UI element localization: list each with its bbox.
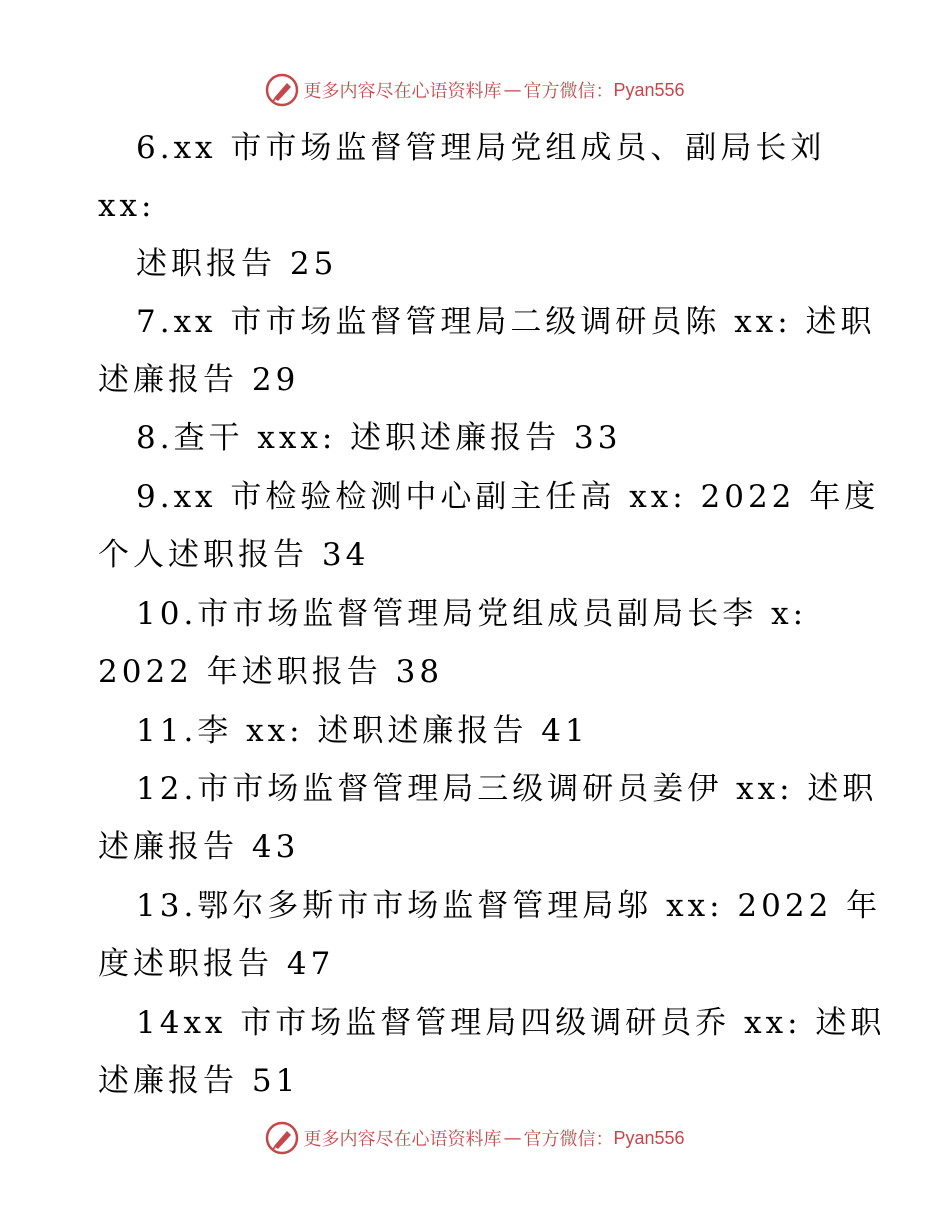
toc-line: 9.xx 市检验检测中心副主任高 xx: 2022 年度 [136, 479, 880, 515]
toc-line: 14xx 市市场监督管理局四级调研员乔 xx: 述职 [136, 1005, 886, 1041]
toc-line: xx: [98, 188, 156, 224]
toc-line: 6.xx 市市场监督管理局党组成员、副局长刘 [136, 130, 826, 166]
pen-circle-logo-icon [265, 73, 299, 107]
banner-dash: — [503, 1127, 522, 1149]
toc-line: 个人述职报告 34 [98, 537, 370, 573]
banner-dash: — [503, 79, 522, 101]
banner-wechat-id: Pyan556 [613, 1127, 685, 1148]
toc-line: 12.市市场监督管理局三级调研员姜伊 xx: 述职 [136, 771, 878, 807]
banner-site-text: 更多内容尽在心语资料库 [303, 81, 502, 102]
banner-wechat-label: 官方微信： [523, 81, 614, 102]
toc-line: 2022 年述职报告 38 [98, 654, 444, 690]
toc-line: 度述职报告 47 [98, 946, 335, 982]
toc-line: 11.李 xx: 述职述廉报告 41 [136, 713, 589, 749]
toc-line: 8.查干 xxx: 述职述廉报告 33 [136, 420, 622, 456]
header-banner [0, 70, 950, 110]
toc-line: 10.市市场监督管理局党组成员副局长李 x: [136, 596, 808, 632]
toc-line: 述廉报告 29 [98, 362, 300, 398]
banner-wechat-id: Pyan556 [613, 79, 685, 100]
pen-circle-logo-icon [265, 1121, 299, 1155]
banner-site-text: 更多内容尽在心语资料库 [303, 1129, 502, 1150]
toc-line: 13.鄂尔多斯市市场监督管理局邬 xx: 2022 年 [136, 888, 882, 924]
banner-wechat-label: 官方微信： [523, 1129, 614, 1150]
toc-line: 述廉报告 43 [98, 829, 300, 865]
toc-line: 述廉报告 51 [98, 1063, 300, 1099]
toc-line: 7.xx 市市场监督管理局二级调研员陈 xx: 述职 [136, 304, 876, 340]
toc-line: 述职报告 25 [136, 246, 338, 282]
footer-banner [0, 1118, 950, 1158]
